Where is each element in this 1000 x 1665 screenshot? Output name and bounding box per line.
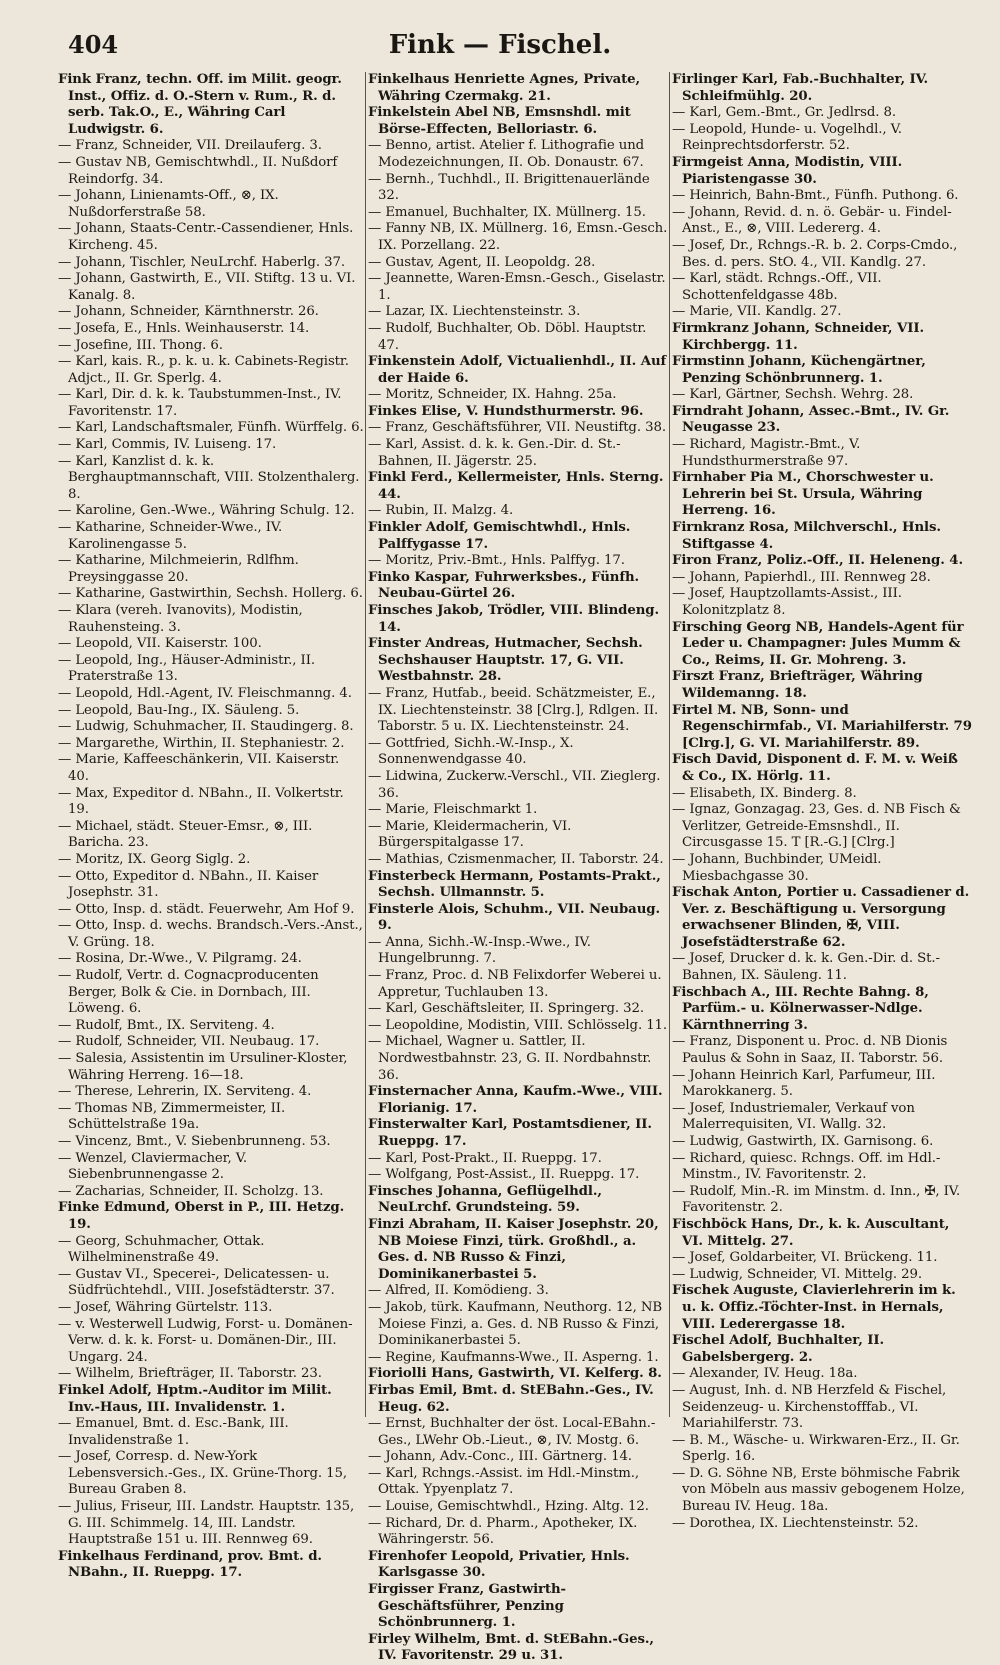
- directory-surname-entry: Finsterbeck Hermann, Postamts-Prakt., Sechsh. Ullmannstr. 5.: [368, 868, 661, 901]
- directory-surname-entry: Firndraht Johann, Assec.-Bmt., IV. Gr. Neugasse 23.: [672, 403, 950, 436]
- directory-entry: — Rudolf, Schneider, VII. Neubaug. 17.: [58, 1034, 320, 1050]
- directory-entry: — Karl, Assist. d. k. k. Gen.-Dir. d. St.-Bahnen, II. Jägerstr. 25.: [368, 437, 621, 469]
- directory-entry: — Michael, städt. Steuer-Emsr., ⊗, III. Baricha. 23.: [58, 818, 313, 851]
- directory-entry: — Josef, Hauptzollamts-Assist., III. Kolonitzplatz 8.: [672, 586, 902, 618]
- directory-entry: — Franz, Disponent u. Proc. d. NB Dionis Paulus & Sohn in Saaz, II. Taborstr. 56.: [672, 1034, 948, 1067]
- directory-entry: — Alexander, IV. Heug. 18a.: [672, 1366, 858, 1382]
- directory-entry: — Fanny NB, IX. Müllnerg. 16, Emsn.-Gesch. IX. Porzellang. 22.: [368, 221, 668, 253]
- directory-surname-entry: Finsches Jakob, Trödler, VIII. Blindeng. 14.: [368, 603, 660, 635]
- directory-entry: — Karl, Kanzlist d. k. k. Berghauptmannschaft, VIII. Stolzenthalerg. 8.: [58, 453, 360, 502]
- directory-entry: — Rubin, II. Malzg. 4.: [368, 503, 514, 519]
- directory-entry: — Moritz, Priv.-Bmt., Hnls. Palffyg. 17.: [368, 553, 625, 569]
- directory-entry: — Gustav NB, Gemischtwhdl., II. Nußdorf Reindorfg. 34.: [58, 154, 338, 187]
- directory-entry: — Julius, Friseur, III. Landstr. Hauptstr. 135, G. III. Schimmelg. 14, III. Landstr. Hauptstraße 151 u. III. Rennweg 69.: [58, 1499, 355, 1548]
- directory-entry: — Josef, Drucker d. k. k. Gen.-Dir. d. St.-Bahnen, IX. Säuleng. 11.: [672, 951, 940, 984]
- directory-entry: — Karl, Gem.-Bmt., Gr. Jedlrsd. 8.: [672, 105, 897, 121]
- directory-surname-entry: Fischel Adolf, Buchhalter, II. Gabelsbergerg. 2.: [672, 1333, 885, 1365]
- directory-entry: — Moritz, Schneider, IX. Hahng. 25a.: [368, 387, 617, 403]
- directory-entry: — Ludwig, Gastwirth, IX. Garnisong. 6.: [672, 1134, 934, 1149]
- directory-entry: — Lidwina, Zuckerw.-Verschl., VII. Zieglerg. 36.: [368, 768, 661, 801]
- directory-entry: — Mathias, Czismenmacher, II. Taborstr. 24.: [368, 851, 664, 867]
- directory-surname-entry: Finkelstein Abel NB, Emsnshdl. mit Börse-Effecten, Belloriastr. 6.: [368, 105, 631, 137]
- directory-entry: — Rosina, Dr.-Wwe., V. Pilgramg. 24.: [58, 951, 302, 967]
- directory-surname-entry: Finsches Johanna, Geflügelhdl., NeuLrchf. Grundsteing. 59.: [368, 1183, 602, 1216]
- page-title: Fink — Fischel.: [388, 30, 612, 60]
- directory-surname-entry: Finko Kaspar, Fuhrwerksbes., Fünfh. Neubau-Gürtel 26.: [368, 569, 640, 602]
- directory-entry: — Zacharias, Schneider, II. Scholzg. 13.: [58, 1183, 324, 1199]
- directory-surname-entry: Finsterwalter Karl, Postamtsdiener, II. Rueppg. 17.: [368, 1117, 652, 1149]
- directory-entry: — Katharine, Gastwirthin, Sechsh. Hollerg. 6.: [58, 586, 363, 602]
- directory-entry: — Katharine, Schneider-Wwe., IV. Karolinengasse 5.: [58, 520, 283, 552]
- directory-surname-entry: Finkes Elise, V. Hundsthurmerstr. 96.: [368, 403, 644, 419]
- directory-surname-entry: Fisch David, Disponent d. F. M. v. Weiß & Co., IX. Hörlg. 11.: [672, 752, 958, 784]
- directory-entry: — Katharine, Milchmeierin, Rdlfhm. Preysinggasse 20.: [58, 553, 299, 585]
- directory-entry: — Josef, Corresp. d. New-York Lebensversich.-Ges., IX. Grüne-Thorg. 15, Bureau Graben 8.: [58, 1449, 347, 1498]
- page-number: 404: [68, 30, 119, 59]
- directory-surname-entry: Firlinger Karl, Fab.-Buchhalter, IV. Schleifmühlg. 20.: [672, 72, 929, 104]
- directory-surname-entry: Fink Franz, techn. Off. im Milit. geogr. Inst., Offiz. d. O.-Stern v. Rum., R. d. serb. Tak.O., E., Währing Carl Ludwigstr. 6.: [58, 72, 342, 137]
- directory-surname-entry: Fischbach A., III. Rechte Bahng. 8, Parfüm.- u. Kölnerwasser-Ndlge. Kärnthnerring 3.: [672, 984, 929, 1033]
- directory-surname-entry: Finsternacher Anna, Kaufm.-Wwe., VIII. Florianig. 17.: [368, 1084, 663, 1116]
- directory-entry: — Moritz, IX. Georg Siglg. 2.: [58, 851, 251, 867]
- directory-entry: — Johann Heinrich Karl, Parfumeur, III. Marokkanerg. 5.: [672, 1067, 936, 1100]
- directory-entry: — Richard, quiesc. Rchngs. Off. im Hdl.-Minstm., IV. Favoritenstr. 2.: [672, 1150, 941, 1183]
- directory-entry: — Karl, Dir. d. k. k. Taubstummen-Inst., IV. Favoritenstr. 17.: [58, 387, 342, 419]
- directory-surname-entry: Firenhofer Leopold, Privatier, Hnls. Karlsgasse 30.: [368, 1548, 630, 1581]
- directory-entry: — Josefine, III. Thong. 6.: [58, 337, 223, 353]
- directory-surname-entry: Firgisser Franz, Gastwirth-Geschäftsführer, Penzing Schönbrunnerg. 1.: [368, 1582, 566, 1631]
- directory-entry: — Karl, Post-Prakt., II. Rueppg. 17.: [368, 1150, 602, 1166]
- directory-surname-entry: Finster Andreas, Hutmacher, Sechsh. Sechshauser Hauptstr. 17, G. VII. Westbahnstr. 28.: [368, 636, 643, 685]
- directory-surname-entry: Firon Franz, Poliz.-Off., II. Heleneng. 4.: [672, 553, 963, 569]
- directory-entry: — Josef, Dr., Rchngs.-R. b. 2. Corps-Cmdo., Bes. d. pers. StO. 4., VII. Kandlg. 27.: [672, 237, 958, 270]
- directory-entry: — Karl, Gärtner, Sechsh. Wehrg. 28.: [672, 387, 914, 403]
- directory-entry: — Josef, Währing Gürtelstr. 113.: [58, 1299, 273, 1315]
- directory-entry: — Michael, Wagner u. Sattler, II. Nordwestbahnstr. 23, G. II. Nordbahnstr. 36.: [368, 1034, 652, 1083]
- directory-entry: — Karl, Rchngs.-Assist. im Hdl.-Minstm., Ottak. Ypyenplatz 7.: [368, 1465, 640, 1498]
- directory-entry: — Karoline, Gen.-Wwe., Währing Schulg. 12.: [58, 503, 355, 519]
- directory-entry: — Leopold, VII. Kaiserstr. 100.: [58, 636, 262, 652]
- directory-entry: — Wilhelm, Briefträger, II. Taborstr. 23.: [58, 1366, 322, 1382]
- directory-entry: — Johann, Tischler, NeuLrchf. Haberlg. 37.: [58, 254, 345, 270]
- directory-entry: — Ignaz, Gonzagag. 23, Ges. d. NB Fisch & Verlitzer, Getreide-Emsnshdl., II. Circusgasse 15. T [R.-G.] [Clrg.]: [672, 802, 961, 851]
- directory-entry: — Alfred, II. Komödieng. 3.: [368, 1283, 549, 1299]
- directory-surname-entry: Firmstinn Johann, Küchengärtner, Penzing Schönbrunnerg. 1.: [672, 354, 926, 386]
- page-header: [0, 30, 1000, 70]
- directory-entry: — Marie, VII. Kandlg. 27.: [672, 304, 842, 320]
- directory-entry: — Bernh., Tuchhdl., II. Brigittenauerlände 32.: [368, 171, 650, 204]
- directory-entry: — Marie, Kaffeeschänkerin, VII. Kaiserstr. 40.: [58, 752, 340, 784]
- directory-entry: — B. M., Wäsche- u. Wirkwaren-Erz., II. Gr. Sperlg. 16.: [672, 1432, 960, 1465]
- directory-entry: — Ernst, Buchhalter der öst. Local-EBahn.-Ges., LWehr Ob.-Lieut., ⊗, IV. Mostg. 6.: [368, 1416, 656, 1448]
- directory-entry: — Richard, Dr. d. Pharm., Apotheker, IX. Währingerstr. 56.: [368, 1515, 638, 1548]
- directory-entry: — Johann, Buchbinder, UMeidl. Miesbachgasse 30.: [672, 851, 882, 884]
- directory-surname-entry: Finkler Adolf, Gemischtwhdl., Hnls. Palffygasse 17.: [368, 520, 631, 552]
- directory-entry: — Johann, Gastwirth, E., VII. Stiftg. 13 u. VI. Kanalg. 8.: [58, 271, 356, 303]
- column-divider: [365, 72, 366, 1417]
- directory-entry: — Gustav, Agent, II. Leopoldg. 28.: [368, 254, 596, 270]
- directory-entry: — Lazar, IX. Liechtensteinstr. 3.: [368, 304, 581, 320]
- directory-entry: — Regine, Kaufmanns-Wwe., II. Asperng. 1.: [368, 1349, 659, 1365]
- directory-entry: — Jeannette, Waren-Emsn.-Gesch., Giselastr. 1.: [368, 271, 666, 303]
- directory-entry: — Rudolf, Min.-R. im Minstm. d. Inn., ✠, IV. Favoritenstr. 2.: [672, 1183, 961, 1216]
- directory-entry: — Emanuel, Bmt. d. Esc.-Bank, III. Invalidenstraße 1.: [58, 1416, 289, 1448]
- directory-entry: — Elisabeth, IX. Binderg. 8.: [672, 785, 857, 801]
- directory-surname-entry: Firnhaber Pia M., Chorschwester u. Lehrerin bei St. Ursula, Währing Herreng. 16.: [672, 470, 934, 519]
- directory-entry: — Johann, Papierhdl., III. Rennweg 28.: [672, 569, 931, 585]
- directory-entry: — Otto, Insp. d. wechs. Brandsch.-Vers.-Anst., V. Grüng. 18.: [58, 918, 363, 950]
- column-1: [58, 72, 364, 1581]
- directory-entry: — Gottfried, Sichh.-W.-Insp., X. Sonnenwendgasse 40.: [368, 735, 574, 768]
- directory-surname-entry: Finke Edmund, Oberst in P., III. Hetzg. 19.: [58, 1200, 345, 1232]
- directory-entry: — Leopold, Hunde- u. Vogelhdl., V. Reinprechtsdorferstr. 52.: [672, 121, 902, 154]
- directory-entry: — Wolfgang, Post-Assist., II. Rueppg. 17.: [368, 1167, 640, 1183]
- directory-surname-entry: Fischak Anton, Portier u. Cassadiener d. Ver. z. Beschäftigung u. Versorgung erwachsener Blinden, ✠, VIII. Josefstädterstraße 62.: [672, 885, 970, 950]
- directory-surname-entry: Finkel Adolf, Hptm.-Auditor im Milit. Inv.-Haus, III. Invalidenstr. 1.: [58, 1382, 332, 1415]
- directory-entry: — Johann, Revid. d. n. ö. Gebär- u. Findel-Anst., E., ⊗, VIII. Ledererg. 4.: [672, 204, 952, 237]
- directory-surname-entry: Firbas Emil, Bmt. d. StEBahn.-Ges., IV. Heug. 62.: [368, 1382, 654, 1415]
- directory-surname-entry: Finkenstein Adolf, Victualienhdl., II. Auf der Haide 6.: [368, 354, 667, 386]
- directory-entry: — Vincenz, Bmt., V. Siebenbrunneng. 53.: [58, 1134, 331, 1149]
- directory-surname-entry: Finkelhaus Ferdinand, prov. Bmt. d. NBahn., II. Rueppg. 17.: [58, 1548, 322, 1581]
- directory-entry: — Franz, Proc. d. NB Felixdorfer Weberei u. Appretur, Tuchlauben 13.: [368, 968, 662, 1000]
- directory-entry: — Otto, Insp. d. städt. Feuerwehr, Am Hof 9.: [58, 901, 355, 917]
- directory-entry: — Dorothea, IX. Liechtensteinstr. 52.: [672, 1515, 919, 1531]
- directory-entry: — Leopold, Bau-Ing., IX. Säuleng. 5.: [58, 702, 300, 718]
- directory-entry: — Leopold, Ing., Häuser-Administr., II. Praterstraße 13.: [58, 652, 315, 685]
- directory-entry: — Karl, kais. R., p. k. u. k. Cabinets-Registr. Adjct., II. Gr. Sperlg. 4.: [58, 354, 349, 386]
- directory-entry: — Rudolf, Vertr. d. Cognacproducenten Berger, Bolk & Cie. in Dornbach, III. Löweng. 6.: [58, 968, 319, 1017]
- column-3: [672, 72, 972, 1531]
- directory-entry: — Marie, Fleischmarkt 1.: [368, 802, 538, 818]
- directory-surname-entry: Finzi Abraham, II. Kaiser Josephstr. 20, NB Moiese Finzi, türk. Großhdl., a. Ges. d. NB Russo & Finzi, Dominikanerbastei 5.: [368, 1216, 659, 1282]
- directory-surname-entry: Fioriolli Hans, Gastwirth, VI. Kelferg. 8.: [368, 1366, 662, 1382]
- directory-entry: — Johann, Adv.-Conc., III. Gärtnerg. 14.: [368, 1449, 632, 1465]
- directory-entry: — Josef, Industriemaler, Verkauf von Malerrequisiten, VI. Wallg. 32.: [672, 1100, 915, 1133]
- directory-entry: — Heinrich, Bahn-Bmt., Fünfh. Puthong. 6.: [672, 188, 959, 204]
- directory-entry: — Jakob, türk. Kaufmann, Neuthorg. 12, NB Moiese Finzi, a. Ges. d. NB Russo & Finzi, Dominikanerbastei 5.: [368, 1299, 663, 1349]
- column-divider: [669, 72, 670, 1417]
- directory-entry: — Louise, Gemischtwhdl., Hzing. Altg. 12.: [368, 1499, 649, 1515]
- directory-entry: — Josef, Goldarbeiter, VI. Brückeng. 11.: [672, 1250, 938, 1266]
- directory-entry: — Franz, Schneider, VII. Dreilauferg. 3.: [58, 138, 322, 154]
- directory-entry: — Ludwig, Schuhmacher, II. Staudingerg. 8.: [58, 719, 354, 735]
- directory-entry: — Karl, Commis, IV. Luiseng. 17.: [58, 437, 277, 453]
- directory-entry: — Gustav VI., Specerei-, Delicatessen- u. Südfrüchtehdl., VIII. Josefstädterstr. 37.: [58, 1266, 335, 1299]
- directory-surname-entry: Firsching Georg NB, Handels-Agent für Leder u. Champagner: Jules Mumm & Co., Reims, II. Gr. Mohreng. 3.: [672, 619, 964, 668]
- directory-entry: — Marie, Kleidermacherin, VI. Bürgerspitalgasse 17.: [368, 818, 572, 851]
- directory-entry: — Karl, Geschäftsleiter, II. Springerg. 32.: [368, 1001, 645, 1017]
- directory-entry: — Rudolf, Buchhalter, Ob. Döbl. Hauptstr. 47.: [368, 320, 647, 353]
- directory-entry: — Wenzel, Claviermacher, V. Siebenbrunnengasse 2.: [58, 1150, 248, 1183]
- directory-entry: — Anna, Sichh.-W.-Insp.-Wwe., IV. Hungelbrunng. 7.: [368, 934, 591, 967]
- directory-entry: — Franz, Hutfab., beeid. Schätzmeister, E., IX. Liechtensteinstr. 38 [Clrg.], Rdlgen. II. Taborstr. 5 u. IX. Liechtensteinstr. 24.: [368, 685, 659, 735]
- directory-surname-entry: Fischböck Hans, Dr., k. k. Auscultant, VI. Mittelg. 27.: [672, 1216, 950, 1249]
- column-2: [368, 72, 668, 1664]
- directory-entry: — Thomas NB, Zimmermeister, II. Schüttelstraße 19a.: [58, 1100, 286, 1133]
- directory-entry: — Karl, städt. Rchngs.-Off., VII. Schottenfeldgasse 48b.: [672, 271, 882, 303]
- directory-surname-entry: Finkl Ferd., Kellermeister, Hnls. Sterng. 44.: [368, 470, 664, 502]
- directory-entry: — Otto, Expeditor d. NBahn., II. Kaiser Josephstr. 31.: [58, 868, 319, 901]
- directory-entry: — Leopold, Hdl.-Agent, IV. Fleischmanng. 4.: [58, 685, 352, 701]
- directory-entry: — August, Inh. d. NB Herzfeld & Fischel, Seidenzeug- u. Kirchenstofffab., VI. Mariahilferstr. 73.: [672, 1382, 947, 1432]
- directory-surname-entry: Firmgeist Anna, Modistin, VIII. Piaristengasse 30.: [672, 154, 903, 187]
- directory-entry: — Therese, Lehrerin, IX. Serviteng. 4.: [58, 1084, 312, 1100]
- directory-entry: — Leopoldine, Modistin, VIII. Schlösselg. 11.: [368, 1017, 668, 1033]
- directory-surname-entry: Firtel M. NB, Sonn- und Regenschirmfab., VI. Mariahilferstr. 79 [Clrg.], G. VI. Mariahilferstr. 89.: [672, 702, 972, 751]
- directory-entry: — D. G. Söhne NB, Erste böhmische Fabrik von Möbeln aus massiv gebogenem Holze, Bureau IV. Heug. 18a.: [672, 1465, 965, 1515]
- directory-entry: — v. Westerwell Ludwig, Forst- u. Domänen-Verw. d. k. k. Forst- u. Domänen-Dir., III. Ungarg. 24.: [58, 1316, 353, 1365]
- directory-entry: — Rudolf, Bmt., IX. Serviteng. 4.: [58, 1017, 275, 1033]
- directory-entry: — Max, Expeditor d. NBahn., II. Volkertstr. 19.: [58, 785, 344, 818]
- directory-surname-entry: Firley Wilhelm, Bmt. d. StEBahn.-Ges., IV. Favoritenstr. 29 u. 31.: [368, 1631, 654, 1664]
- directory-entry: — Karl, Landschaftsmaler, Fünfh. Würffelg. 6.: [58, 420, 364, 436]
- directory-entry: — Josefa, E., Hnls. Weinhauserstr. 14.: [58, 320, 310, 336]
- directory-entry: — Franz, Geschäftsführer, VII. Neustiftg. 38.: [368, 420, 666, 436]
- directory-entry: — Johann, Linienamts-Off., ⊗, IX. Nußdorferstraße 58.: [58, 188, 279, 220]
- directory-surname-entry: Firnkranz Rosa, Milchverschl., Hnls. Stiftgasse 4.: [672, 520, 941, 552]
- directory-surname-entry: Finsterle Alois, Schuhm., VII. Neubaug. 9.: [368, 901, 660, 934]
- directory-surname-entry: Fischek Auguste, Clavierlehrerin im k. u. k. Offiz.-Töchter-Inst. in Hernals, VIII. Lederergasse 18.: [672, 1283, 956, 1332]
- directory-surname-entry: Finkelhaus Henriette Agnes, Private, Währing Czermakg. 21.: [368, 72, 641, 104]
- directory-entry: — Johann, Schneider, Kärnthnerstr. 26.: [58, 304, 319, 320]
- directory-entry: — Ludwig, Schneider, VI. Mittelg. 29.: [672, 1266, 922, 1282]
- directory-entry: — Johann, Staats-Centr.-Cassendiener, Hnls. Kircheng. 45.: [58, 221, 354, 253]
- directory-surname-entry: Firszt Franz, Briefträger, Währing Wildemanng. 18.: [672, 669, 923, 701]
- directory-entry: — Benno, artist. Atelier f. Lithografie und Modezeichnungen, II. Ob. Donaustr. 67.: [368, 138, 645, 170]
- directory-surname-entry: Firmkranz Johann, Schneider, VII. Kirchbergg. 11.: [672, 320, 924, 353]
- directory-entry: — Richard, Magistr.-Bmt., V. Hundsthurmerstraße 97.: [672, 437, 861, 469]
- directory-entry: — Emanuel, Buchhalter, IX. Müllnerg. 15.: [368, 204, 646, 220]
- directory-entry: — Salesia, Assistentin im Ursuliner-Kloster, Währing Herreng. 16—18.: [58, 1051, 348, 1083]
- directory-entry: — Klara (vereh. Ivanovits), Modistin, Rauhensteing. 3.: [58, 603, 303, 635]
- directory-entry: — Georg, Schuhmacher, Ottak. Wilhelminenstraße 49.: [58, 1233, 265, 1266]
- directory-entry: — Margarethe, Wirthin, II. Stephaniestr. 2.: [58, 735, 345, 751]
